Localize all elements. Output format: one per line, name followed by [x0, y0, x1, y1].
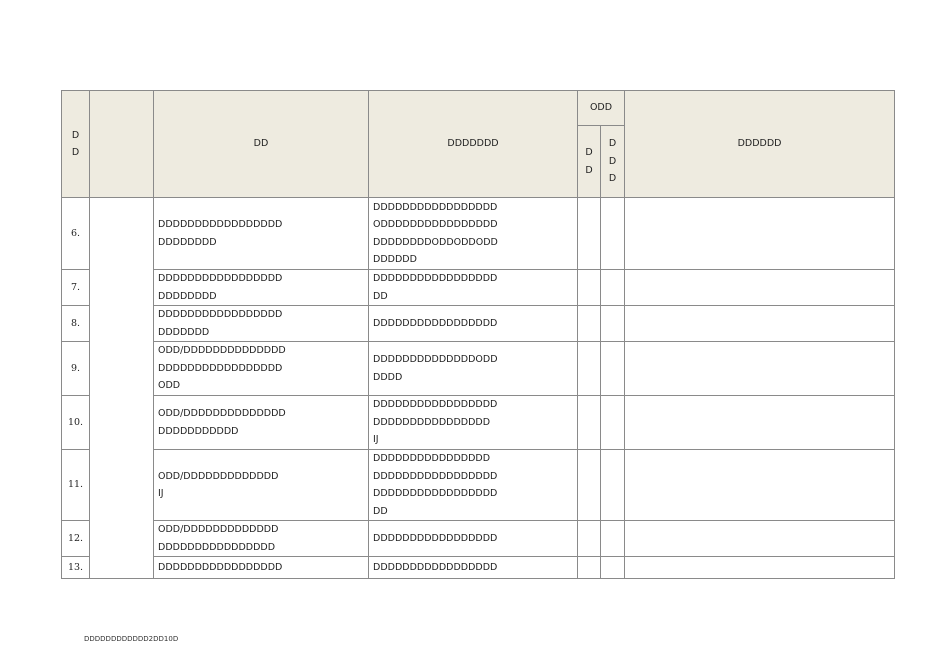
- remarks-cell: [625, 198, 895, 270]
- header-status-group: ODD: [578, 91, 625, 126]
- remarks-cell: [625, 270, 895, 306]
- table-row: [62, 342, 895, 396]
- status-b-cell: [601, 450, 625, 521]
- status-b-cell: [601, 198, 625, 270]
- status-a-cell: [578, 557, 601, 579]
- remarks-cell: [625, 450, 895, 521]
- row-number: 9.: [62, 342, 90, 396]
- row-item: DDDDDDDDDDDDDDDDD: [154, 557, 369, 579]
- row-number: 12.: [62, 521, 90, 557]
- status-b-cell: [601, 270, 625, 306]
- row-item: DDDDDDDDDDDDDDDDD DDDDDDD: [154, 306, 369, 342]
- header-remarks: DDDDDD: [625, 91, 895, 198]
- row-item: DDDDDDDDDDDDDDDDD DDDDDDDD: [154, 198, 369, 270]
- header-content: DDDDDDD: [369, 91, 578, 198]
- table-row: [62, 306, 895, 342]
- table-row: [62, 521, 895, 557]
- status-a-cell: [578, 521, 601, 557]
- row-number: 7.: [62, 270, 90, 306]
- header-status-a: D D: [578, 126, 601, 198]
- row-item: ODD/DDDDDDDDDDDDDD DDDDDDDDDDD: [154, 396, 369, 450]
- row-content: DDDDDDDDDDDDDDDDD DDDDDDDDDDDDDDDD IJ: [369, 396, 578, 450]
- header-item: DD: [154, 91, 369, 198]
- status-a-cell: [578, 342, 601, 396]
- row-item: ODD/DDDDDDDDDDDDDD DDDDDDDDDDDDDDDDD ODD: [154, 342, 369, 396]
- status-b-cell: [601, 342, 625, 396]
- remarks-cell: [625, 396, 895, 450]
- row-content: DDDDDDDDDDDDDDDDD: [369, 557, 578, 579]
- remarks-cell: [625, 557, 895, 579]
- table-row: [62, 450, 895, 521]
- status-b-cell: [601, 521, 625, 557]
- header-status-b: D D D: [601, 126, 625, 198]
- status-a-cell: [578, 198, 601, 270]
- status-b-cell: [601, 396, 625, 450]
- row-content: DDDDDDDDDDDDDDODD DDDD: [369, 342, 578, 396]
- row-item: ODD/DDDDDDDDDDDDD DDDDDDDDDDDDDDDD: [154, 521, 369, 557]
- row-content: DDDDDDDDDDDDDDDDD: [369, 521, 578, 557]
- row-number: 11.: [62, 450, 90, 521]
- table-row: [62, 270, 895, 306]
- remarks-cell: [625, 521, 895, 557]
- status-a-cell: [578, 450, 601, 521]
- table-row: [62, 557, 895, 579]
- row-content: DDDDDDDDDDDDDDDDD ODDDDDDDDDDDDDDDD DDDDDDDDODDODDODD DDDDDD: [369, 198, 578, 270]
- status-b-cell: [601, 557, 625, 579]
- row-content: DDDDDDDDDDDDDDDDD: [369, 306, 578, 342]
- status-a-cell: [578, 270, 601, 306]
- status-a-cell: [578, 396, 601, 450]
- row-item: DDDDDDDDDDDDDDDDD DDDDDDDD: [154, 270, 369, 306]
- row-item: ODD/DDDDDDDDDDDDD IJ: [154, 450, 369, 521]
- status-b-cell: [601, 306, 625, 342]
- header-no: D D: [62, 91, 90, 198]
- checklist-table: [61, 90, 895, 579]
- row-number: 8.: [62, 306, 90, 342]
- page-footer: DDDDDDDDDDDD2DD10D: [84, 635, 179, 643]
- table-row: [62, 396, 895, 450]
- row-number: 10.: [62, 396, 90, 450]
- table-row: [62, 198, 895, 270]
- row-content: DDDDDDDDDDDDDDDDD DD: [369, 270, 578, 306]
- row-number: 6.: [62, 198, 90, 270]
- row-content: DDDDDDDDDDDDDDDD DDDDDDDDDDDDDDDDD DDDDDDDDDDDDDDDDD DD: [369, 450, 578, 521]
- header-category: [90, 91, 154, 198]
- category-cell: [90, 198, 154, 579]
- remarks-cell: [625, 306, 895, 342]
- remarks-cell: [625, 342, 895, 396]
- status-a-cell: [578, 306, 601, 342]
- row-number: 13.: [62, 557, 90, 579]
